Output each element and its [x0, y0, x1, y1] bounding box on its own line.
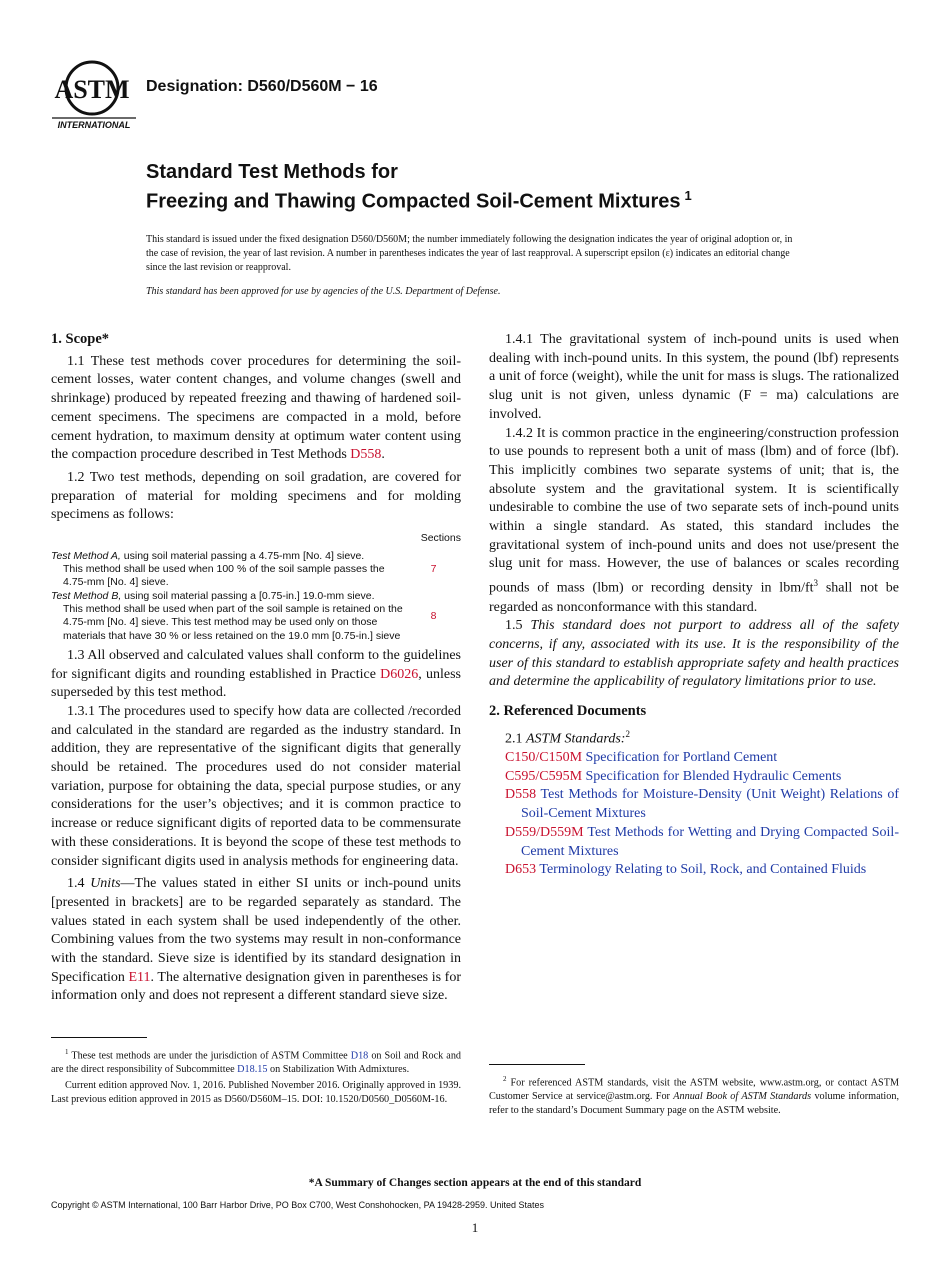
list-item[interactable]: C595/C595M Specification for Blended Hydraulic Cements — [505, 768, 842, 784]
footnote-1: $^1$ These test methods are under the jurisdiction of ASTM Committee D18 on Soil and Rock and are the direct responsibility of Subcommittee D18.15 on Stabilization With Admixtures. Current edition approved Nov. 1, 2016. Published November 2016. Originally approved in 1939. Last previous edition approved in 2015 as D560/D560M–15. DOI: 10.1520/D0560_D0560M-16. — [51, 1048, 462, 1105]
section-2-heading: 2. Referenced Documents — [489, 703, 647, 720]
table-row: Test Method B, using soil material passing a [0.75-in.] 19.0-mm sieve. This method shall be used when part of the soil sample is retained on the 4.75-mm [No. 4] sieve. This test method may be used only on those materials that have 30 % or less retained on the 19.0 mm [0.75-in.] sieve 8 — [51, 590, 461, 643]
footnote-rule-right — [489, 1064, 585, 1065]
issuance-notice: This standard is issued under the fixed designation D560/D560M; the number immediately following the designation indicates the year of original adoption or, in the case of revision, the year of last revision. A number in parentheses indicates the year of last reapproval. A superscript epsilon (ε) indicates an editorial change since the last revision or reapproval. — [146, 234, 793, 273]
list-item[interactable]: D558 Test Methods for Moisture-Density (Unit Weight) Relations of Soil-Cement Mixtures — [505, 787, 900, 822]
para-1-4: 1.4 Units—The values stated in either SI units or inch-pound units [presented in brackets] are to be regarded separately as standard. The values stated in each system shall be used independently of the other. Combining values from the two systems may result in non-conformance with the standard. Sieve size is identified by its standard designation in Specification E11. The alternative designation given in parentheses is for information only and does not represent a different standard sieve size. — [51, 876, 461, 1004]
right-column — [489, 331, 899, 880]
document-title — [146, 160, 692, 214]
para-1-3: 1.3 All observed and calculated values shall conform to the guidelines for significant digits and rounding established in Practice D6026, unless superseded by this test method. — [51, 647, 462, 701]
page-number: 1 — [471, 1220, 479, 1235]
astm-logo-graphic — [52, 58, 136, 134]
para-1-4-1: 1.4.1 The gravitational system of inch-pound units is used when dealing with inch-pound units. In this system, the pound (lbf) represents a unit of force (weight), while the unit for mass is slugs. The rationalized slug unit is not given, unless dynamic (F = ma) calculations are involved. — [489, 332, 899, 422]
para-1-4-2: 1.4.2 It is common practice in the engineering/construction profession to use pounds to represent both a unit of mass (lbm) and of force (lbf). This implicitly combines two separate systems of unit; that is, the absolute system and the gravitational system. It is scientifically undesirable to combine the use of two separate sets of inch-pound units within a single standard. As stated, this standard includes the gravitational system of inch-pound units and does not use/present the slug unit for mass. However, the use of balances or scales recording pounds of mass (lbm) or recording density in lbm/$ft^3$ shall not be regarded as nonconformance with this standard. — [489, 425, 899, 615]
table-header-sections: Sections — [420, 532, 461, 545]
link-e11[interactable]: E11 — [128, 969, 151, 985]
link-d6026[interactable]: D6026 — [380, 666, 419, 682]
para-1-3-1: 1.3.1 The procedures used to specify how data are collected /recorded and calculated in the standard are regarded as the industry standard. In addition, they are representative of the significant digits that generally should be retained. The procedures used do not consider material variation, purpose for obtaining the data, special purpose studies, or any considerations for the user’s objectives; and it is common practice to increase or reduce significant digits of reported data to be commensurate with these considerations. It is beyond the scope of these test methods to consider significant digits used in analysis methods for engineering data. — [51, 703, 461, 869]
list-item[interactable]: C150/C150M Specification for Portland Cement — [505, 750, 778, 766]
copyright: Copyright © ASTM International, 100 Barr Harbor Drive, PO Box C700, West Conshohocken, PA 19428-2959. United States — [51, 1200, 545, 1210]
list-item[interactable]: D559/D559M Test Methods for Wetting and Drying Compacted Soil-Cement Mixtures — [505, 824, 899, 859]
link-d18[interactable]: D18 — [350, 1050, 369, 1062]
astm-logo — [52, 58, 136, 134]
methods-table — [51, 529, 461, 643]
para-2-1: 2.1 ASTM Standards:$^2$ — [505, 728, 630, 747]
left-column — [51, 330, 461, 1006]
changes-summary-note: *A Summary of Changes section appears at the end of this standard — [308, 1177, 642, 1189]
list-item[interactable]: D653 Terminology Relating to Soil, Rock, and Contained Fluids — [505, 862, 867, 878]
table-row: Test Method A, using soil material passing a 4.75-mm [No. 4] sieve. This method shall be used when 100 % of the soil sample passes the 4.75-mm [No. 4] sieve. 7 — [51, 550, 461, 590]
link-d558[interactable]: D558 — [350, 447, 382, 463]
title-footnote-mark: 1 — [684, 188, 692, 203]
title-line-1: Standard Test Methods for — [146, 161, 398, 183]
referenced-list — [489, 749, 899, 880]
section-1-heading: 1. Scope* — [51, 331, 109, 347]
para-1-2: 1.2 Two test methods, depending on soil gradation, are covered for preparation of material for molding specimens and for molding specimens as follows: — [51, 469, 461, 523]
link-d18-15[interactable]: D18.15 — [237, 1064, 268, 1076]
para-1-5: 1.5 This standard does not purport to address all of the safety concerns, if any, associated with its use. It is the responsibility of the user of this standard to establish appropriate safety and health practices and determine the applicability of regulatory limitations prior to use. — [489, 618, 899, 690]
footnote-rule-left — [51, 1037, 147, 1038]
dod-approval-note: This standard has been approved for use by agencies of the U.S. Department of Defense. — [146, 286, 501, 297]
logo-subtext: INTERNATIONAL — [57, 120, 131, 130]
footnote-2: $^2$ For referenced ASTM standards, visit the ASTM website, www.astm.org, or contact ASTM Customer Service at service@astm.org. For Annual Book of ASTM Standards volume information, refer to the standard’s Document Summary page on the ASTM website. — [489, 1075, 899, 1116]
section-ref[interactable]: 8 — [430, 609, 437, 622]
designation: Designation: D560/D560M − 16 — [146, 78, 378, 95]
logo-text: ASTM — [54, 75, 130, 104]
para-1-1: 1.1 These test methods cover procedures for determining the soil-cement losses, water content changes, and volume changes (swell and shrinkage) produced by repeated freezing and thawing of hardened soil-cement specimens. The specimens are compacted in a mold, before cement hydration, to maximum density at optimum water content using the compaction procedure described in Test Methods D558. — [51, 353, 461, 463]
section-ref[interactable]: 7 — [430, 563, 437, 576]
title-line-2: Freezing and Thawing Compacted Soil-Cement Mixtures $^1$ — [146, 188, 692, 213]
